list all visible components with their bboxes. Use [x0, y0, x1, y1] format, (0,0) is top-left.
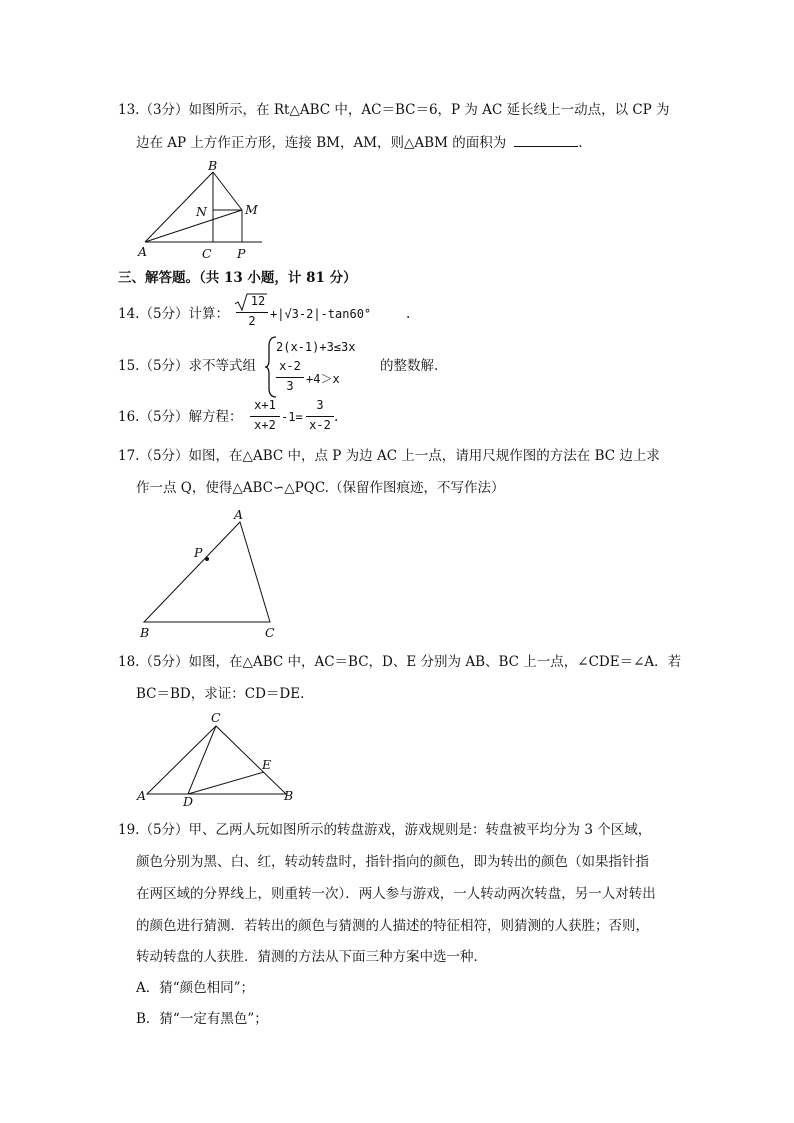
- label-M: M: [245, 202, 258, 217]
- q13-line2: [136, 133, 583, 153]
- q14-prefix: 14.（5分）计算：: [118, 306, 230, 322]
- q16-f1-bar: [250, 416, 280, 417]
- q16-middle: -1=: [281, 410, 303, 424]
- label-P: P: [194, 545, 203, 560]
- q14-denominator: 2: [248, 314, 256, 328]
- q15-denominator: 3: [286, 379, 294, 393]
- q19-line5: 转动转盘的人获胜．猜测的方法从下面三种方案中选一种．: [136, 949, 487, 965]
- q16-f2-bar: [306, 416, 334, 417]
- q14-rest: +|√3-2|-tan60°: [270, 307, 372, 321]
- q14-fraction-bar: [236, 312, 268, 313]
- q19-line2: 颜色分别为黑、白、红，转动转盘时，指针指向的颜色，即为转出的颜色（如果指针指: [136, 854, 649, 870]
- q17-line1: 17.（5分）如图，在△ABC 中，点 P 为边 AC 上一点，请用尺规作图的方法在 BC 边上求: [118, 448, 660, 464]
- label-B: B: [208, 158, 218, 173]
- label-D: D: [183, 794, 194, 808]
- label-B: B: [284, 788, 294, 803]
- label-C: C: [211, 710, 221, 725]
- q16-f2-denominator: x-2: [309, 418, 331, 432]
- section-heading: 三、解答题。（共 13 小题，计 81 分）: [118, 270, 357, 286]
- q19-line1: 19.（5分）甲、乙两人玩如图所示的转盘游戏，游戏规则是：转盘被平均分为 3 个区域，: [118, 822, 652, 838]
- q19-option-a: A．猜“颜色相同”；: [136, 980, 255, 996]
- label-P: P: [237, 246, 246, 261]
- label-C: C: [265, 625, 275, 640]
- q16-end: .: [334, 409, 339, 425]
- q16-prefix: 16.（5分）解方程：: [118, 409, 243, 425]
- label-C: C: [202, 246, 212, 261]
- label-N: N: [196, 204, 207, 219]
- label-E: E: [262, 757, 272, 772]
- q14-numerator: 12: [250, 294, 266, 308]
- q15-fraction-bar: [276, 377, 304, 378]
- q19-line4: 的颜色进行猜测．若转出的颜色与猜测的人描述的特征相符，则猜测的人获胜；否则，: [136, 918, 649, 934]
- q13-line2-text: 边在 AP 上方作正方形，连接 BM，AM，则△ABM 的面积为: [136, 135, 507, 151]
- answer-blank[interactable]: [514, 134, 578, 147]
- label-B: B: [140, 625, 150, 640]
- q18-figure: [132, 708, 302, 808]
- q17-line2: 作一点 Q，使得△ABC∽△PQC.（保留作图痕迹，不写作法）: [136, 480, 505, 496]
- q14-end: .: [406, 306, 411, 322]
- q13-line1: 13.（3分）如图所示，在 Rt△ABC 中，AC＝BC＝6，P 为 AC 延长线上一动点，以 CP 为: [118, 102, 670, 118]
- q17-figure: [134, 506, 284, 644]
- q15-suffix: 的整数解.: [380, 358, 439, 374]
- q19-line3: 在两区域的分界线上，则重转一次）．两人参与游戏，一人转动两次转盘，另一人对转出: [136, 886, 656, 902]
- q13-line2-end: .: [578, 135, 583, 151]
- q18-line2: BC＝BD，求证：CD＝DE.: [136, 686, 305, 702]
- q15-inequality-1: 2(x-1)+3≤3x: [276, 340, 356, 354]
- q15-inequality-2-rest: +4＞x: [306, 372, 340, 386]
- q18-line1: 18.（5分）如图，在△ABC 中，AC＝BC，D、E 分别为 AB、BC 上一点，∠CDE＝∠A．若: [118, 654, 682, 670]
- label-A: A: [137, 788, 147, 803]
- q16-f1-denominator: x+2: [254, 418, 276, 432]
- q16-f2-numerator: 3: [316, 398, 324, 412]
- q15-prefix: 15.（5分）求不等式组: [118, 358, 257, 374]
- label-A: A: [138, 244, 148, 259]
- q15-numerator: x-2: [279, 359, 301, 373]
- q16-f1-numerator: x+1: [254, 398, 276, 412]
- label-A: A: [234, 507, 244, 522]
- q19-option-b: B．猜“一定有黑色”；: [136, 1011, 268, 1027]
- q13-figure: [130, 158, 270, 262]
